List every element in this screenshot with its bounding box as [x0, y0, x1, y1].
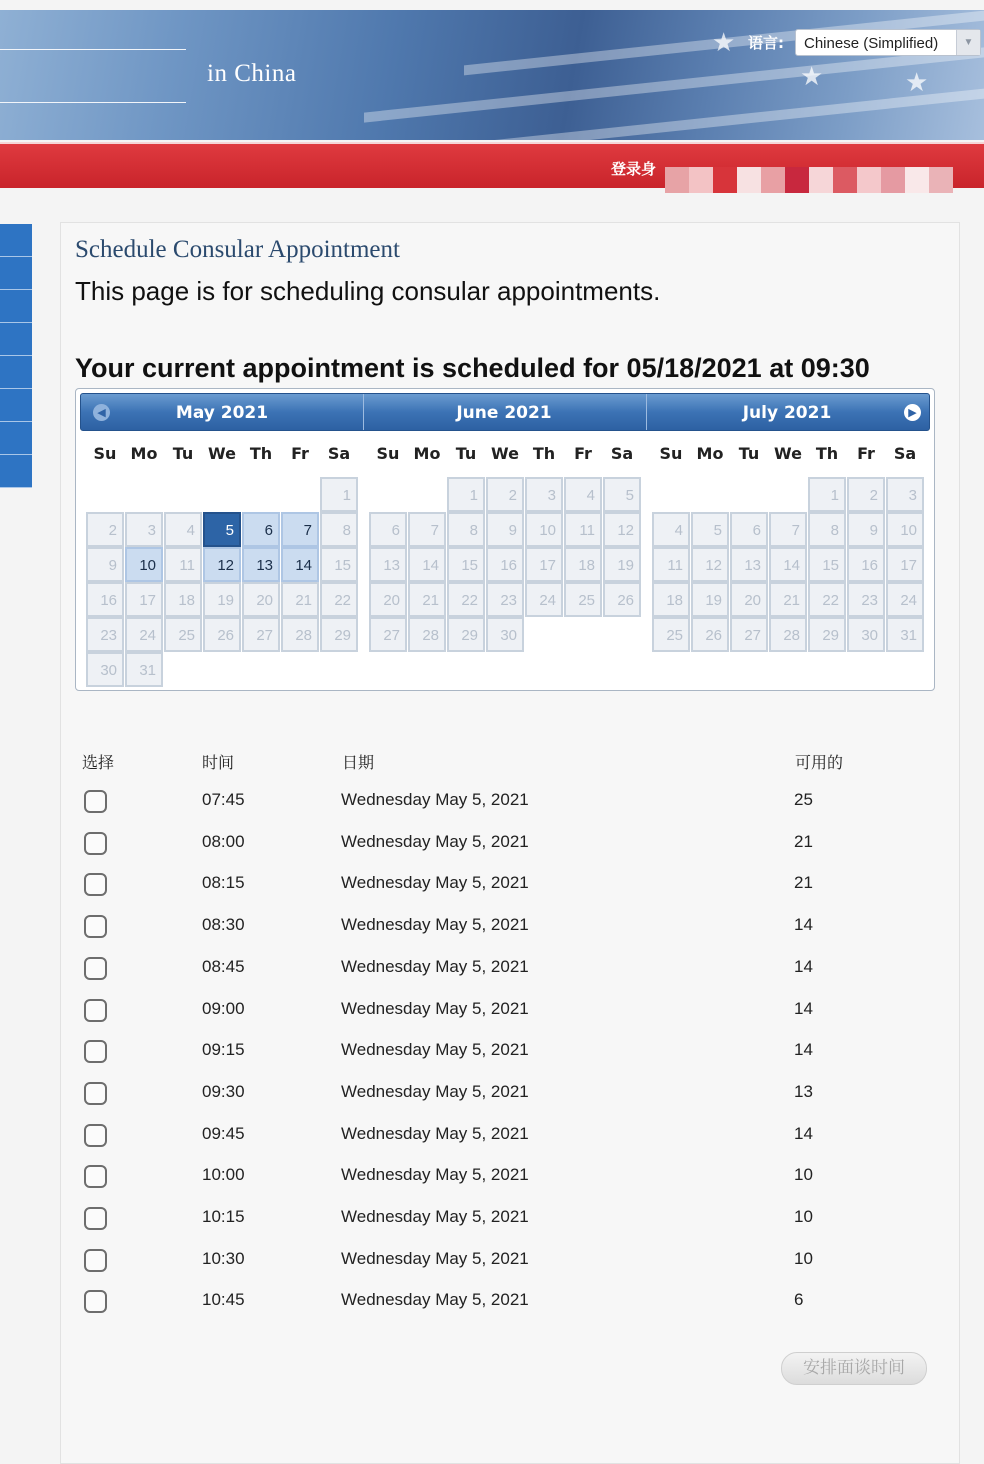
calendar-day-available[interactable]: 10 [125, 547, 163, 582]
calendar-day: 21 [281, 582, 319, 617]
calendar-header-divider [646, 394, 647, 430]
calendar-day: 26 [691, 617, 729, 652]
time-slot-radio[interactable] [84, 1040, 107, 1063]
calendar-day: 29 [447, 617, 485, 652]
column-header-time: 时间 [202, 753, 235, 772]
calendar-day: 29 [320, 617, 358, 652]
weekday-label: Mo [413, 444, 441, 463]
side-nav-item[interactable] [0, 356, 32, 389]
calendar-day: 25 [564, 582, 602, 617]
time-slot-row [0, 1082, 984, 1122]
time-slot-date: Wednesday May 5, 2021 [341, 957, 529, 976]
site-header [0, 10, 984, 140]
calendar-day: 2 [86, 512, 124, 547]
calendar-day: 31 [125, 652, 163, 687]
calendar-day: 15 [447, 547, 485, 582]
page-intro: This page is for scheduling consular appointments. [75, 276, 661, 306]
weekday-label: Mo [130, 444, 158, 463]
time-slot-date: Wednesday May 5, 2021 [341, 1165, 529, 1184]
time-slot-available: 10 [794, 1165, 813, 1184]
side-nav-item[interactable] [0, 224, 32, 257]
time-slot-radio[interactable] [84, 1165, 107, 1188]
calendar-month-title: May 2021 [175, 403, 269, 423]
calendar-day: 20 [369, 582, 407, 617]
header-rule [0, 102, 186, 103]
calendar-day: 4 [164, 512, 202, 547]
time-slot-available: 14 [794, 1040, 813, 1059]
time-slot-row [0, 957, 984, 997]
time-slot-time: 09:30 [202, 1082, 245, 1101]
prev-month-icon[interactable]: ◀ [93, 404, 110, 421]
flag-stripe [424, 89, 984, 140]
time-slot-available: 14 [794, 915, 813, 934]
side-nav-item[interactable] [0, 257, 32, 290]
calendar-day: 8 [808, 512, 846, 547]
calendar-day: 18 [164, 582, 202, 617]
calendar-day: 2 [847, 477, 885, 512]
calendar-day: 22 [320, 582, 358, 617]
time-slot-date: Wednesday May 5, 2021 [341, 999, 529, 1018]
calendar-day: 23 [486, 582, 524, 617]
redacted-mosaic [665, 167, 953, 193]
calendar-day: 28 [769, 617, 807, 652]
calendar-day: 27 [242, 617, 280, 652]
weekday-label: Tu [738, 444, 760, 463]
weekday-label: Su [93, 444, 117, 463]
time-slot-available: 10 [794, 1249, 813, 1268]
time-slot-available: 6 [794, 1290, 804, 1309]
calendar-day: 9 [86, 547, 124, 582]
calendar-day: 31 [886, 617, 924, 652]
calendar-day: 4 [652, 512, 690, 547]
time-slot-time: 07:45 [202, 790, 245, 809]
time-slot-date: Wednesday May 5, 2021 [341, 1207, 529, 1226]
calendar-day-available[interactable]: 14 [281, 547, 319, 582]
time-slot-available: 25 [794, 790, 813, 809]
calendar-day: 28 [281, 617, 319, 652]
calendar-day: 15 [808, 547, 846, 582]
time-slot-time: 10:00 [202, 1165, 245, 1184]
time-slot-time: 10:30 [202, 1249, 245, 1268]
calendar-day: 3 [125, 512, 163, 547]
calendar-day-available[interactable]: 7 [281, 512, 319, 547]
language-select[interactable] [795, 29, 981, 56]
weekday-label: Sa [610, 444, 634, 463]
time-slot-radio[interactable] [84, 915, 107, 938]
weekday-label: Tu [455, 444, 477, 463]
calendar-day-available[interactable]: 12 [203, 547, 241, 582]
calendar-day: 8 [320, 512, 358, 547]
time-slot-available: 14 [794, 999, 813, 1018]
time-slot-date: Wednesday May 5, 2021 [341, 873, 529, 892]
side-nav-item[interactable] [0, 389, 32, 422]
calendar-day: 30 [86, 652, 124, 687]
weekday-label: Su [659, 444, 683, 463]
calendar-day: 11 [164, 547, 202, 582]
calendar-day: 14 [408, 547, 446, 582]
weekday-label: We [208, 444, 236, 463]
calendar-day: 27 [730, 617, 768, 652]
calendar-day: 1 [320, 477, 358, 512]
calendar-day: 7 [408, 512, 446, 547]
time-slot-time: 08:00 [202, 832, 245, 851]
time-slot-radio[interactable] [84, 1207, 107, 1230]
calendar-day: 11 [652, 547, 690, 582]
time-slot-radio[interactable] [84, 1290, 107, 1313]
calendar-day: 10 [886, 512, 924, 547]
weekday-label: Sa [893, 444, 917, 463]
time-slot-radio[interactable] [84, 1249, 107, 1272]
calendar-day: 24 [886, 582, 924, 617]
time-slot-date: Wednesday May 5, 2021 [341, 1249, 529, 1268]
calendar-day: 25 [652, 617, 690, 652]
calendar-day: 17 [886, 547, 924, 582]
column-header-date: 日期 [342, 753, 375, 772]
calendar-day: 6 [369, 512, 407, 547]
calendar-day: 22 [447, 582, 485, 617]
time-slot-date: Wednesday May 5, 2021 [341, 832, 529, 851]
calendar-day: 12 [691, 547, 729, 582]
calendar-day: 19 [603, 547, 641, 582]
calendar-day: 19 [203, 582, 241, 617]
calendar-day: 11 [564, 512, 602, 547]
weekday-label: Fr [574, 444, 592, 463]
time-slot-radio[interactable] [84, 1082, 107, 1105]
time-slot-time: 09:00 [202, 999, 245, 1018]
calendar-day: 21 [769, 582, 807, 617]
calendar-day: 10 [525, 512, 563, 547]
flag-stripe [364, 47, 984, 122]
time-slot-row [0, 999, 984, 1039]
time-slot-available: 14 [794, 957, 813, 976]
time-slot-available: 21 [794, 832, 813, 851]
calendar-day-available[interactable]: 6 [242, 512, 280, 547]
time-slot-time: 08:15 [202, 873, 245, 892]
time-slot-row [0, 832, 984, 872]
site-title: in China [207, 60, 297, 87]
calendar-day: 17 [125, 582, 163, 617]
time-slot-time: 08:45 [202, 957, 245, 976]
weekday-label: Fr [857, 444, 875, 463]
calendar-day: 1 [808, 477, 846, 512]
calendar-month-title: July 2021 [742, 403, 832, 423]
time-slot-row [0, 790, 984, 830]
language-select-value: Chinese (Simplified) [804, 35, 939, 52]
time-slot-available: 10 [794, 1207, 813, 1226]
calendar-day: 9 [847, 512, 885, 547]
calendar-day: 25 [164, 617, 202, 652]
calendar-day: 13 [730, 547, 768, 582]
time-slot-row [0, 1124, 984, 1164]
calendar-day: 4 [564, 477, 602, 512]
calendar-day: 16 [486, 547, 524, 582]
side-nav-item[interactable] [0, 455, 32, 488]
side-nav [0, 224, 32, 488]
weekday-label: Th [532, 444, 556, 463]
time-slot-row [0, 873, 984, 913]
weekday-label: Tu [172, 444, 194, 463]
calendar-day: 28 [408, 617, 446, 652]
calendar-header [80, 393, 930, 431]
calendar-day: 22 [808, 582, 846, 617]
calendar-day: 3 [525, 477, 563, 512]
time-slot-date: Wednesday May 5, 2021 [341, 1082, 529, 1101]
column-header-select: 选择 [82, 753, 115, 772]
calendar-day: 14 [769, 547, 807, 582]
calendar-day: 5 [603, 477, 641, 512]
star-icon: ★ [712, 28, 736, 58]
calendar-day: 7 [769, 512, 807, 547]
login-link[interactable]: 登录身 [611, 160, 657, 178]
time-slot-time: 10:15 [202, 1207, 245, 1226]
current-appointment-text: Your current appointment is scheduled for 05/18/2021 at 09:30 [75, 353, 870, 383]
time-slot-radio[interactable] [84, 790, 107, 813]
calendar-day-selected[interactable]: 5 [203, 512, 241, 547]
star-icon: ★ [905, 68, 929, 98]
page-heading: Schedule Consular Appointment [75, 236, 400, 263]
time-slot-radio[interactable] [84, 832, 107, 855]
calendar-day-available[interactable]: 13 [242, 547, 280, 582]
time-slot-time: 10:45 [202, 1290, 245, 1309]
calendar-day: 2 [486, 477, 524, 512]
calendar-day: 26 [603, 582, 641, 617]
schedule-interview-button[interactable]: 安排面谈时间 [781, 1352, 927, 1385]
weekday-label: Th [249, 444, 273, 463]
time-slot-time: 09:45 [202, 1124, 245, 1143]
time-slot-available: 13 [794, 1082, 813, 1101]
weekday-label: Fr [291, 444, 309, 463]
appointment-calendar [75, 388, 935, 691]
side-nav-item[interactable] [0, 422, 32, 455]
time-slot-available: 14 [794, 1124, 813, 1143]
calendar-day: 18 [652, 582, 690, 617]
calendar-day: 21 [408, 582, 446, 617]
star-icon: ★ [800, 62, 824, 92]
time-slot-date: Wednesday May 5, 2021 [341, 790, 529, 809]
calendar-day: 20 [242, 582, 280, 617]
calendar-day: 16 [86, 582, 124, 617]
time-slot-row [0, 1207, 984, 1247]
time-slot-radio[interactable] [84, 957, 107, 980]
time-slot-date: Wednesday May 5, 2021 [341, 1290, 529, 1309]
weekday-label: We [491, 444, 519, 463]
calendar-day: 20 [730, 582, 768, 617]
calendar-month-title: June 2021 [456, 403, 552, 423]
calendar-day: 18 [564, 547, 602, 582]
time-slot-time: 09:15 [202, 1040, 245, 1059]
column-header-available: 可用的 [795, 753, 844, 772]
time-slot-row [0, 1249, 984, 1289]
calendar-day: 8 [447, 512, 485, 547]
weekday-label: We [774, 444, 802, 463]
time-slot-row [0, 1165, 984, 1205]
language-label: 语言: [748, 34, 784, 52]
calendar-day: 30 [847, 617, 885, 652]
calendar-header-divider [363, 394, 364, 430]
time-slot-radio[interactable] [84, 1124, 107, 1147]
time-slot-row [0, 1290, 984, 1330]
time-slot-date: Wednesday May 5, 2021 [341, 915, 529, 934]
side-nav-item[interactable] [0, 290, 32, 323]
time-slot-date: Wednesday May 5, 2021 [341, 1124, 529, 1143]
calendar-day: 24 [525, 582, 563, 617]
calendar-day: 12 [603, 512, 641, 547]
calendar-day: 3 [886, 477, 924, 512]
time-slot-radio[interactable] [84, 873, 107, 896]
calendar-day: 13 [369, 547, 407, 582]
calendar-day: 15 [320, 547, 358, 582]
weekday-label: Mo [696, 444, 724, 463]
calendar-day: 27 [369, 617, 407, 652]
weekday-label: Sa [327, 444, 351, 463]
calendar-day: 23 [847, 582, 885, 617]
calendar-day: 6 [730, 512, 768, 547]
calendar-day: 5 [691, 512, 729, 547]
calendar-day: 9 [486, 512, 524, 547]
calendar-day: 29 [808, 617, 846, 652]
weekday-label: Th [815, 444, 839, 463]
calendar-day: 1 [447, 477, 485, 512]
side-nav-item[interactable] [0, 323, 32, 356]
header-rule [0, 49, 186, 50]
calendar-day: 30 [486, 617, 524, 652]
chevron-down-icon[interactable]: ▼ [956, 30, 980, 55]
time-slot-time: 08:30 [202, 915, 245, 934]
calendar-day: 26 [203, 617, 241, 652]
weekday-label: Su [376, 444, 400, 463]
time-slot-available: 21 [794, 873, 813, 892]
calendar-day: 23 [86, 617, 124, 652]
time-slot-date: Wednesday May 5, 2021 [341, 1040, 529, 1059]
next-month-icon[interactable]: ▶ [904, 404, 921, 421]
time-slot-radio[interactable] [84, 999, 107, 1022]
time-slot-row [0, 915, 984, 955]
calendar-day: 16 [847, 547, 885, 582]
calendar-day: 17 [525, 547, 563, 582]
calendar-day: 19 [691, 582, 729, 617]
time-slot-row [0, 1040, 984, 1080]
calendar-day: 24 [125, 617, 163, 652]
